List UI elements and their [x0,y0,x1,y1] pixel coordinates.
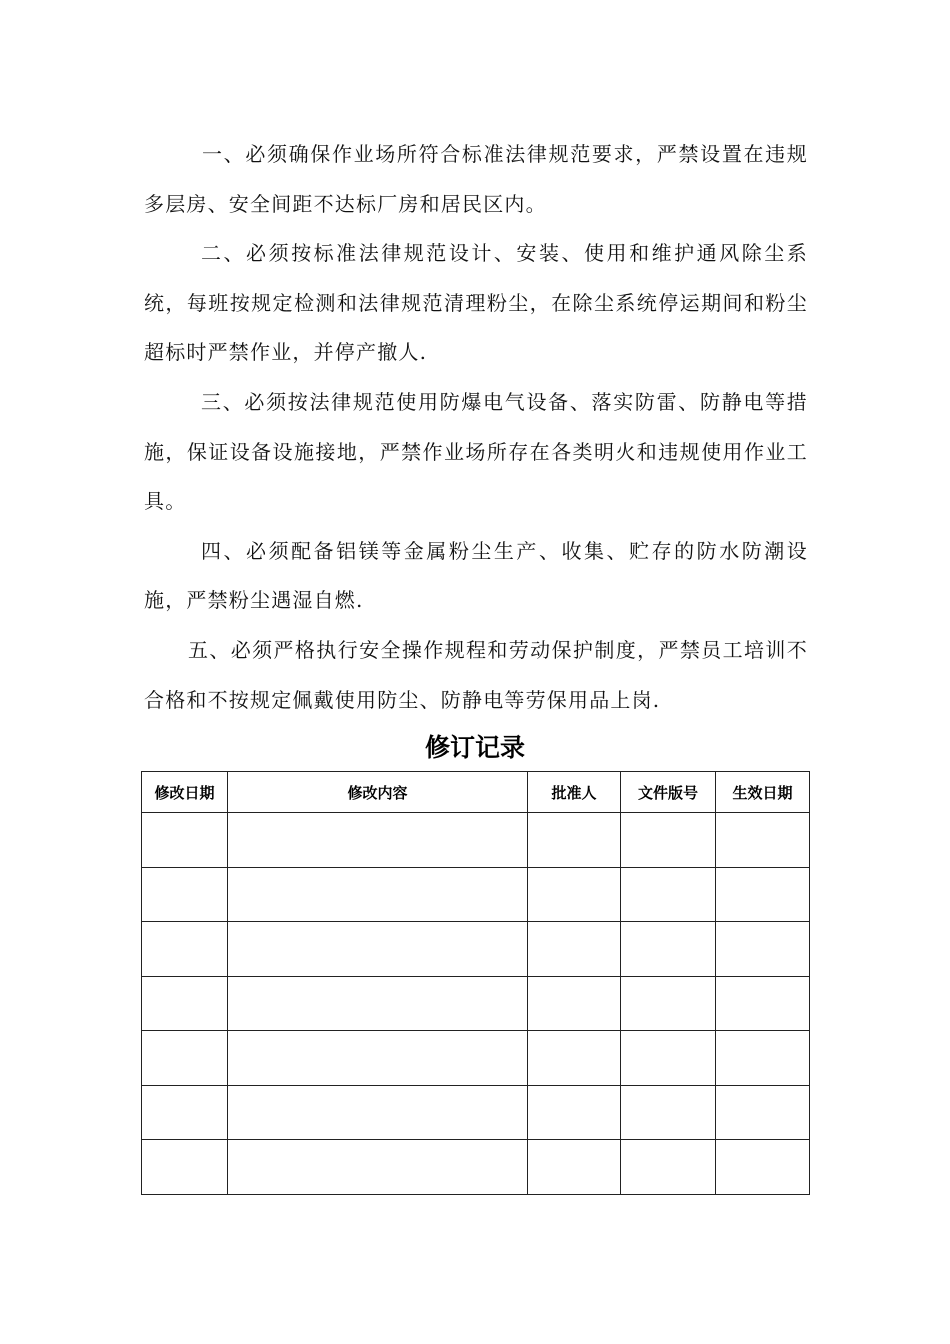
table-cell [716,1140,810,1195]
column-header-modify-content: 修改内容 [228,772,528,813]
table-cell [228,1085,528,1140]
table-cell [621,1140,716,1195]
table-cell [142,867,228,922]
table-cell [621,813,716,868]
table-cell [228,1140,528,1195]
table-cell [716,867,810,922]
table-header-row [142,772,810,813]
table-cell [716,1031,810,1086]
table-cell [621,1031,716,1086]
rule-paragraph-3: 三、必须按法律规范使用防爆电气设备、落实防雷、防静电等措施，保证设备设施接地，严禁作业场所存在各类明火和违规使用作业工具。 [144,389,808,514]
table-cell [142,922,228,977]
table-cell [228,976,528,1031]
rule-paragraph-1: 一、必须确保作业场所符合标准法律规范要求，严禁设置在违规多层房、安全间距不达标厂房和居民区内。 [144,142,808,216]
table-cell [142,976,228,1031]
table-cell [716,813,810,868]
table-cell [621,867,716,922]
table-cell [621,922,716,977]
table-cell [142,1085,228,1140]
table-row [142,922,810,977]
rule-paragraph-2: 二、必须按标准法律规范设计、安装、使用和维护通风除尘系统，每班按规定检测和法律规范清理粉尘，在除尘系统停运期间和粉尘超标时严禁作业，并停产撤人. [144,241,808,365]
table-cell [528,922,621,977]
table-row [142,867,810,922]
rules-body [144,130,808,725]
table-cell [228,922,528,977]
table-cell [716,1085,810,1140]
column-header-modify-date: 修改日期 [142,772,228,813]
rule-paragraph-5: 五、必须严格执行安全操作规程和劳动保护制度，严禁员工培训不合格和不按规定佩戴使用防尘、防静电等劳保用品上岗. [144,637,808,712]
table-cell [621,1085,716,1140]
table-cell [528,976,621,1031]
table-row [142,976,810,1031]
table-cell [528,1085,621,1140]
table-cell [228,1031,528,1086]
table-cell [228,867,528,922]
table-row [142,1140,810,1195]
column-header-version: 文件版号 [621,772,716,813]
table-cell [716,922,810,977]
table-cell [528,867,621,922]
column-header-effective-date: 生效日期 [716,772,810,813]
table-cell [228,813,528,868]
column-header-approver: 批准人 [528,772,621,813]
table-cell [621,976,716,1031]
revision-record-table [141,771,810,1195]
table-row [142,1085,810,1140]
table-row [142,1031,810,1086]
table-cell [142,1031,228,1086]
table-cell [142,813,228,868]
table-cell [528,813,621,868]
table-cell [528,1031,621,1086]
revision-record-title: 修订记录 [424,733,525,762]
table-cell [528,1140,621,1195]
table-row [142,813,810,868]
rule-paragraph-4: 四、必须配备铝镁等金属粉尘生产、收集、贮存的防水防潮设施，严禁粉尘遇湿自燃. [144,538,808,613]
table-cell [142,1140,228,1195]
table-cell [716,976,810,1031]
